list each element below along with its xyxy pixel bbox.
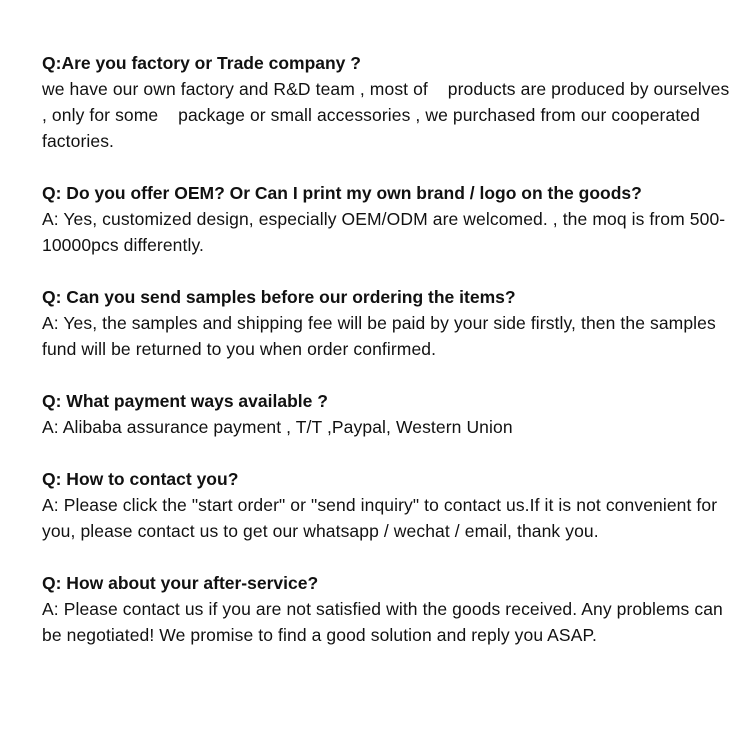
faq-answer: we have our own factory and R&D team , most of products are produced by ourselves , only for some package or small accessories , we purchased from our cooperated factories. bbox=[42, 79, 735, 151]
faq-item-after-service bbox=[42, 570, 732, 648]
faq-answer: A: Yes, customized design, especially OEM/ODM are welcomed. , the moq is from 500-10000pcs differently. bbox=[42, 209, 726, 255]
faq-answer: A: Please click the "start order" or "send inquiry" to contact us.If it is not convenient for you, please contact us to get our whatsapp / wechat / email, thank you. bbox=[42, 495, 718, 541]
faq-answer: A: Alibaba assurance payment , T/T ,Paypal, Western Union bbox=[42, 417, 513, 437]
faq-item-payment bbox=[42, 388, 732, 440]
faq-question: Q: Can you send samples before our ordering the items? bbox=[42, 287, 516, 307]
faq-item-samples bbox=[42, 284, 732, 362]
faq-answer: A: Please contact us if you are not satisfied with the goods received. Any problems can be negotiated! We promise to find a good solution and reply you ASAP. bbox=[42, 599, 723, 645]
faq-item-factory bbox=[42, 50, 735, 154]
faq-item-oem bbox=[42, 180, 732, 258]
faq-question: Q: How to contact you? bbox=[42, 469, 239, 489]
faq-question: Q: How about your after-service? bbox=[42, 573, 319, 593]
faq-answer: A: Yes, the samples and shipping fee will be paid by your side firstly, then the samples fund will be returned to you when order confirmed. bbox=[42, 313, 716, 359]
faq-question: Q:Are you factory or Trade company ? bbox=[42, 53, 361, 73]
faq-item-contact bbox=[42, 466, 732, 544]
faq-question: Q: Do you offer OEM? Or Can I print my own brand / logo on the goods? bbox=[42, 183, 642, 203]
faq-list bbox=[42, 50, 735, 648]
faq-question: Q: What payment ways available ? bbox=[42, 391, 328, 411]
